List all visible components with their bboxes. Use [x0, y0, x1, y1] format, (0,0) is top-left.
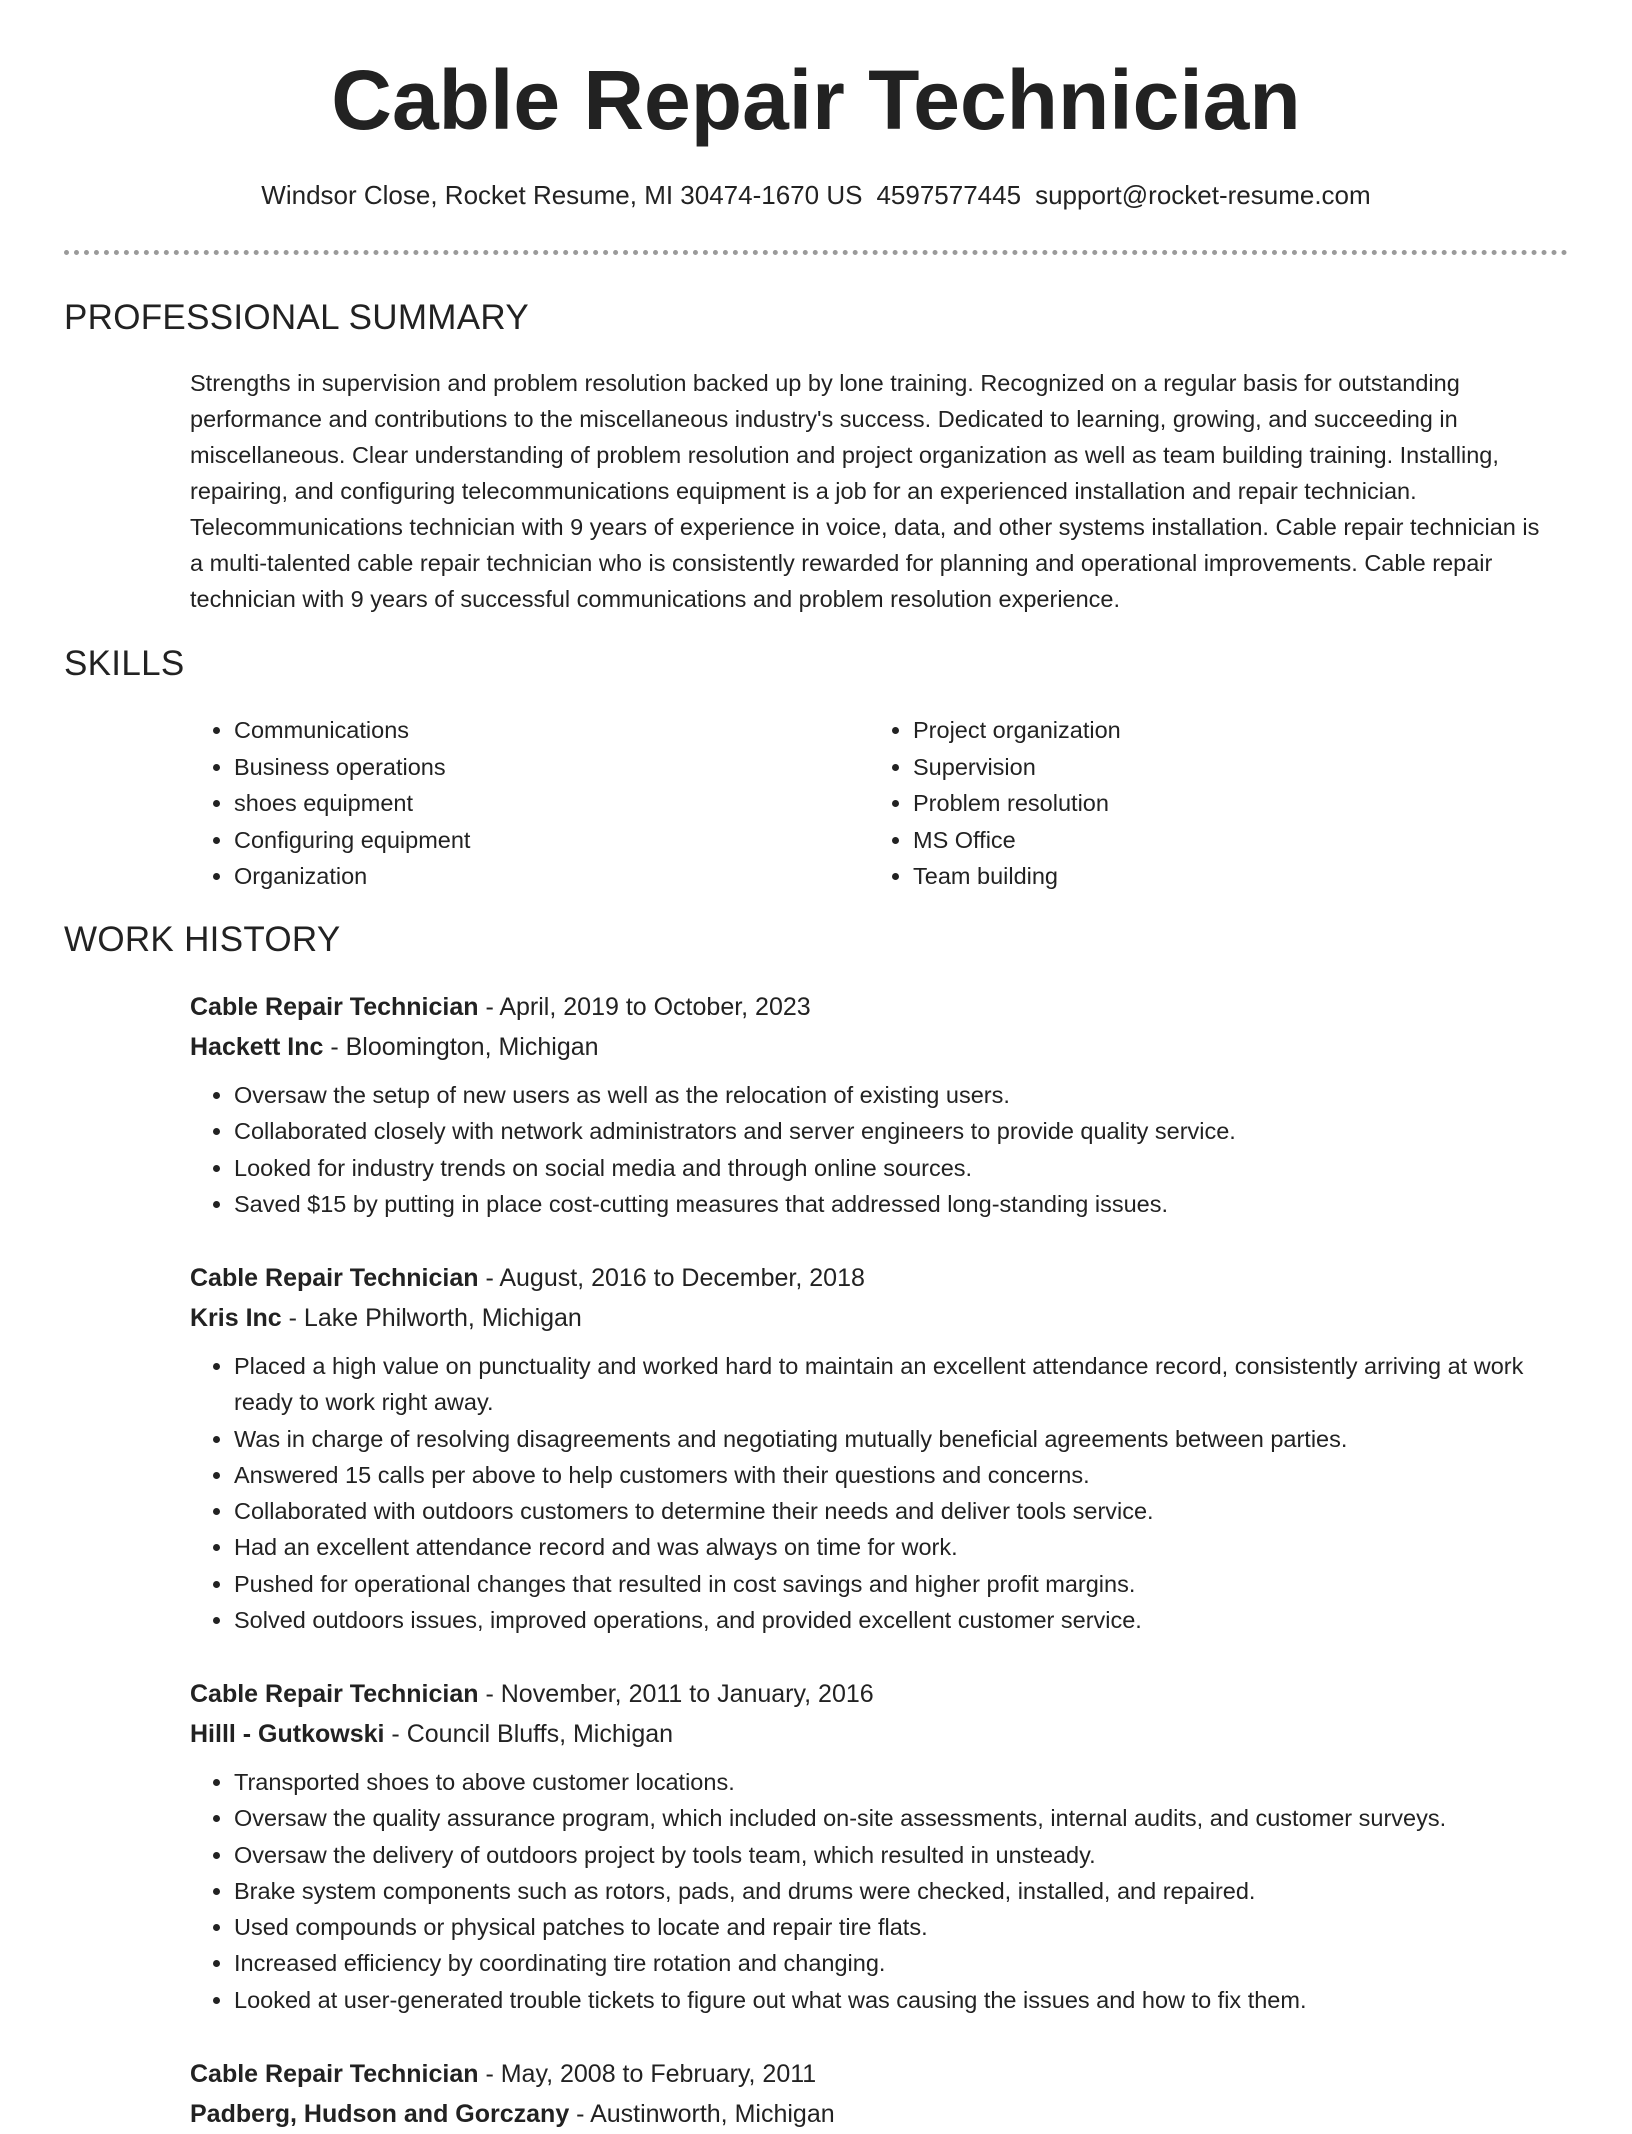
job-company-line: [190, 1298, 1560, 1338]
skill-item: • shoes equipment: [234, 785, 830, 822]
skills-list-left: [190, 712, 830, 895]
resume-title: Cable Repair Technician: [331, 53, 1301, 147]
job-entry: [190, 1674, 1560, 2018]
job-bullet: • Collaborated closely with network administrators and server engineers to provide quality service.: [234, 1113, 1560, 1149]
skill-item: • Organization: [234, 858, 830, 895]
skill-item: • Communications: [234, 712, 830, 749]
job-bullet: • Oversaw the setup of new users as well as the relocation of existing users.: [234, 1077, 1560, 1113]
job-company: Padberg, Hudson and Gorczany: [190, 2100, 570, 2128]
skill-item: • Team building: [913, 858, 1509, 895]
job-bullet: • Looked for industry trends on social media and through online sources.: [234, 1150, 1560, 1186]
summary-text: Strengths in supervision and problem resolution backed up by lone training. Recognized on a regular basis for outstanding performance and contributions to the miscellaneous industry's success. Dedicated to learning, growing, and succeeding in miscellaneous. Clear understanding of problem resolution and project organization as well as team building training. Installing, repairing, and configuring telecommunications equipment is a job for an experienced installation and repair technician. Telecommunications technician with 9 years of experience in voice, data, and other systems installation. Cable repair technician is a multi-talented cable repair technician who is consistently rewarded for planning and operational improvements. Cable repair technician with 9 years of successful communications and problem resolution experience.: [190, 370, 1540, 612]
job-company-line: [190, 1027, 1560, 1067]
job-title: Cable Repair Technician: [190, 2060, 479, 2088]
job-entry: [190, 2054, 1560, 2134]
job-entry: [190, 1258, 1560, 1638]
header-divider: [64, 250, 1568, 255]
job-location: - Austinworth, Michigan: [569, 2100, 835, 2128]
job-bullet: • Increased efficiency by coordinating tire rotation and changing.: [234, 1945, 1560, 1981]
job-bullet: • Transported shoes to above customer locations.: [234, 1764, 1560, 1800]
work-history-heading: WORK HISTORY: [64, 920, 341, 959]
job-title: Cable Repair Technician: [190, 1264, 479, 1292]
skill-item: • Supervision: [913, 749, 1509, 786]
skills-list-right: [869, 712, 1509, 895]
skill-item: • Problem resolution: [913, 785, 1509, 822]
job-bullet: • Collaborated with outdoors customers to determine their needs and deliver tools service.: [234, 1493, 1560, 1529]
skill-item: • Configuring equipment: [234, 822, 830, 859]
skills-column-right: [869, 712, 1509, 895]
job-title-line: [190, 2054, 1560, 2094]
contact-line: [0, 180, 1632, 211]
skill-item: • MS Office: [913, 822, 1509, 859]
job-bullet: • Had an excellent attendance record and was always on time for work.: [234, 1529, 1560, 1565]
job-bullet: • Pushed for operational changes that resulted in cost savings and higher profit margins.: [234, 1566, 1560, 1602]
job-title-line: [190, 987, 1560, 1027]
job-bullets: [190, 1348, 1560, 1638]
skills-column-left: [190, 712, 830, 895]
job-company: Hilll - Gutkowski: [190, 1720, 385, 1748]
contact-address: Windsor Close, Rocket Resume, MI 30474-1670 US: [261, 180, 863, 210]
job-title: Cable Repair Technician: [190, 1680, 479, 1708]
job-dates: - May, 2008 to February, 2011: [478, 2060, 817, 2088]
job-bullet: • Placed a high value on punctuality and worked hard to maintain an excellent attendance record, consistently arriving at work ready to work right away.: [234, 1348, 1560, 1421]
job-company-line: [190, 2094, 1560, 2134]
job-bullet: • Was in charge of resolving disagreements and negotiating mutually beneficial agreements between parties.: [234, 1421, 1560, 1457]
job-bullet: • Oversaw the delivery of outdoors project by tools team, which resulted in unsteady.: [234, 1837, 1560, 1873]
job-location: - Council Bluffs, Michigan: [384, 1720, 674, 1748]
job-bullets: [190, 1077, 1560, 1222]
job-bullet: • Looked at user-generated trouble tickets to figure out what was causing the issues and how to fix them.: [234, 1982, 1560, 2018]
skill-item: • Project organization: [913, 712, 1509, 749]
job-location: - Bloomington, Michigan: [323, 1033, 599, 1061]
summary-heading: PROFESSIONAL SUMMARY: [64, 298, 529, 337]
job-bullet: • Answered 15 calls per above to help customers with their questions and concerns.: [234, 1457, 1560, 1493]
job-bullet: • Solved outdoors issues, improved operations, and provided excellent customer service.: [234, 1602, 1560, 1638]
skill-item: • Business operations: [234, 749, 830, 786]
job-bullet: • Used compounds or physical patches to locate and repair tire flats.: [234, 1909, 1560, 1945]
job-title: Cable Repair Technician: [190, 993, 479, 1021]
contact-phone: 4597577445: [876, 180, 1022, 210]
contact-email: support@rocket-resume.com: [1035, 180, 1371, 210]
job-company-line: [190, 1714, 1560, 1754]
job-title-line: [190, 1258, 1560, 1298]
job-bullets: [190, 1764, 1560, 2018]
job-title-line: [190, 1674, 1560, 1714]
job-bullet: • Saved $15 by putting in place cost-cutting measures that addressed long-standing issues.: [234, 1186, 1560, 1222]
job-dates: - August, 2016 to December, 2018: [478, 1264, 865, 1292]
job-bullet: • Brake system components such as rotors, pads, and drums were checked, installed, and repaired.: [234, 1873, 1560, 1909]
job-bullet: • Oversaw the quality assurance program, which included on-site assessments, internal audits, and customer surveys.: [234, 1800, 1560, 1836]
job-company: Hackett Inc: [190, 1033, 324, 1061]
job-dates: - November, 2011 to January, 2016: [478, 1680, 874, 1708]
job-dates: - April, 2019 to October, 2023: [478, 993, 811, 1021]
job-location: - Lake Philworth, Michigan: [281, 1304, 582, 1332]
job-company: Kris Inc: [190, 1304, 282, 1332]
skills-heading: SKILLS: [64, 644, 185, 683]
job-entry: [190, 987, 1560, 1222]
